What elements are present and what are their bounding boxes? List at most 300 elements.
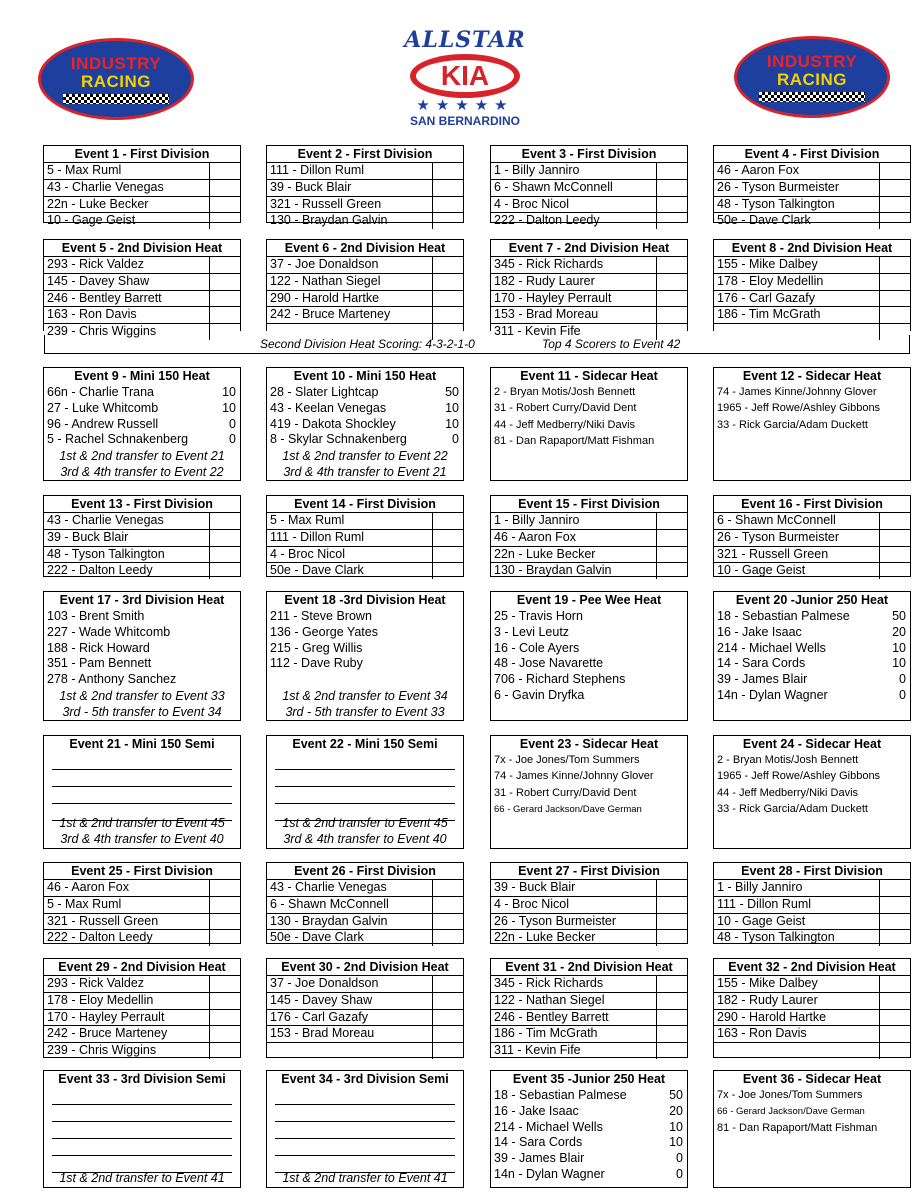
rider-name: 345 - Rick Richards bbox=[494, 257, 604, 271]
transfer-note: 3rd & 4th transfer to Event 22 bbox=[60, 465, 224, 480]
rider-name: 112 - Dave Ruby bbox=[270, 656, 363, 671]
entry-row bbox=[714, 880, 910, 897]
event-title: Event 1 - First Division bbox=[44, 146, 240, 163]
entry-row bbox=[267, 257, 463, 274]
entry-row bbox=[267, 656, 463, 672]
event-title: Event 31 - 2nd Division Heat bbox=[491, 959, 687, 976]
score-cell[interactable] bbox=[879, 1026, 910, 1042]
score-cell[interactable] bbox=[656, 307, 687, 323]
rider-name: 178 - Eloy Medellin bbox=[47, 992, 154, 1007]
rider-name bbox=[267, 672, 270, 686]
score-cell[interactable] bbox=[209, 197, 240, 213]
entry-row bbox=[491, 802, 687, 818]
entry-row bbox=[44, 880, 240, 897]
entry-row bbox=[491, 753, 687, 769]
score-cell[interactable] bbox=[879, 257, 910, 273]
blank-line[interactable] bbox=[275, 770, 455, 787]
rider-name: 43 - Charlie Venegas bbox=[270, 880, 387, 894]
score-cell[interactable] bbox=[432, 1010, 463, 1026]
event-box bbox=[43, 145, 241, 228]
score-cell[interactable] bbox=[432, 257, 463, 273]
rider-name: 293 - Rick Valdez bbox=[47, 257, 145, 271]
score-cell[interactable] bbox=[879, 1010, 910, 1026]
blank-line[interactable] bbox=[275, 753, 455, 770]
rider-name: 33 - Rick Garcia/Adam Duckett bbox=[717, 802, 868, 815]
event-box bbox=[266, 367, 464, 481]
score-cell[interactable] bbox=[879, 530, 910, 546]
entry-row bbox=[714, 1043, 910, 1059]
rider-name: 321 - Russell Green bbox=[47, 913, 159, 928]
score-cell[interactable] bbox=[656, 1026, 687, 1042]
entry-list bbox=[44, 257, 240, 340]
rider-name: 46 - Aaron Fox bbox=[494, 529, 576, 544]
event-box bbox=[43, 367, 241, 481]
score-cell[interactable] bbox=[656, 213, 687, 229]
entry-row bbox=[714, 385, 910, 401]
score-cell[interactable] bbox=[656, 976, 687, 992]
entry-row bbox=[714, 753, 910, 769]
entry-row bbox=[491, 641, 687, 657]
blank-line[interactable] bbox=[52, 1105, 232, 1122]
score-cell[interactable] bbox=[879, 914, 910, 930]
event-title: Event 20 -Junior 250 Heat bbox=[735, 593, 889, 607]
rider-name: 111 - Dillon Ruml bbox=[270, 163, 365, 177]
entry-row bbox=[44, 547, 240, 564]
blank-line[interactable] bbox=[275, 1122, 455, 1139]
blank-lines bbox=[44, 1087, 240, 1173]
entry-row bbox=[491, 418, 687, 434]
entry-row bbox=[491, 769, 687, 785]
score-cell[interactable] bbox=[209, 914, 240, 930]
event-title: Event 7 - 2nd Division Heat bbox=[491, 240, 687, 257]
entry-row bbox=[714, 769, 910, 785]
entry-row bbox=[491, 672, 687, 688]
score-cell[interactable] bbox=[432, 180, 463, 196]
score-cell[interactable] bbox=[879, 1043, 910, 1059]
entry-list bbox=[491, 384, 687, 450]
rider-name: 16 - Jake Isaac bbox=[494, 1103, 579, 1118]
entry-row bbox=[491, 880, 687, 897]
score-cell[interactable] bbox=[879, 307, 910, 323]
score-cell[interactable] bbox=[209, 547, 240, 563]
rider-name: 145 - Davey Shaw bbox=[47, 273, 150, 288]
entry-row bbox=[491, 434, 687, 450]
event-box bbox=[490, 862, 688, 944]
rider-name: 153 - Brad Moreau bbox=[270, 1026, 375, 1041]
entry-row bbox=[714, 802, 910, 818]
score-cell[interactable] bbox=[432, 880, 463, 896]
event-title: Event 30 - 2nd Division Heat bbox=[267, 959, 463, 976]
score-cell[interactable] bbox=[656, 163, 687, 179]
score-cell[interactable] bbox=[432, 547, 463, 563]
entry-row bbox=[714, 418, 910, 434]
points-value: 10 bbox=[892, 656, 906, 671]
event-title: Event 34 - 3rd Division Semi bbox=[281, 1072, 449, 1086]
points-value: 20 bbox=[669, 1103, 683, 1118]
transfer-note: 1st & 2nd transfer to Event 21 bbox=[59, 449, 225, 464]
score-cell[interactable] bbox=[879, 547, 910, 563]
event-box bbox=[43, 1070, 241, 1188]
event-title: Event 29 - 2nd Division Heat bbox=[44, 959, 240, 976]
rider-name: 155 - Mike Dalbey bbox=[717, 976, 818, 990]
score-cell[interactable] bbox=[209, 530, 240, 546]
score-cell[interactable] bbox=[432, 530, 463, 546]
entry-row bbox=[714, 609, 910, 625]
score-cell[interactable] bbox=[432, 163, 463, 179]
rider-name: 26 - Tyson Burmeister bbox=[494, 913, 617, 928]
transfer-note: 1st & 2nd transfer to Event 33 bbox=[59, 688, 225, 703]
entry-row bbox=[491, 930, 687, 946]
score-cell[interactable] bbox=[432, 914, 463, 930]
score-cell[interactable] bbox=[209, 307, 240, 323]
entry-row bbox=[714, 163, 910, 180]
event-title: Event 10 - Mini 150 Heat bbox=[293, 369, 437, 383]
rider-name: 6 - Gavin Dryfka bbox=[494, 687, 585, 702]
score-cell[interactable] bbox=[209, 880, 240, 896]
score-cell[interactable] bbox=[209, 513, 240, 529]
blank-line[interactable] bbox=[52, 753, 232, 770]
entry-row bbox=[491, 1026, 687, 1043]
rider-name: 186 - Tim McGrath bbox=[717, 307, 821, 322]
entry-list bbox=[491, 513, 687, 579]
blank-line[interactable] bbox=[275, 1139, 455, 1156]
logo-right-line2: RACING bbox=[776, 70, 848, 89]
score-cell[interactable] bbox=[656, 547, 687, 563]
event-box bbox=[266, 239, 464, 331]
points-value: 50 bbox=[892, 609, 906, 623]
rider-name: 81 - Dan Rapaport/Matt Fishman bbox=[494, 434, 655, 447]
industry-racing-logo-right bbox=[734, 36, 890, 118]
rider-name: 246 - Bentley Barrett bbox=[47, 290, 162, 305]
rider-name: 48 - Tyson Talkington bbox=[717, 930, 835, 945]
score-cell[interactable] bbox=[209, 1043, 240, 1059]
score-cell[interactable] bbox=[432, 307, 463, 323]
rider-name: 2 - Bryan Motis/Josh Bennett bbox=[494, 386, 636, 398]
entry-row bbox=[491, 1088, 687, 1104]
blank-line[interactable] bbox=[275, 787, 455, 804]
score-cell[interactable] bbox=[656, 180, 687, 196]
score-cell[interactable] bbox=[656, 930, 687, 946]
rider-name: 5 - Max Ruml bbox=[47, 896, 122, 911]
rider-name: 22n - Luke Becker bbox=[47, 196, 149, 211]
score-cell[interactable] bbox=[879, 880, 910, 896]
rider-name: 44 - Jeff Medberry/Niki Davis bbox=[717, 786, 859, 799]
entry-row bbox=[44, 513, 240, 530]
entry-list bbox=[714, 163, 910, 229]
event-box bbox=[43, 958, 241, 1058]
event-title: Event 6 - 2nd Division Heat bbox=[267, 240, 463, 257]
rider-name: 239 - Chris Wiggins bbox=[47, 1043, 157, 1058]
entry-list bbox=[714, 1087, 910, 1137]
entry-row bbox=[44, 274, 240, 291]
score-cell[interactable] bbox=[209, 930, 240, 946]
rider-name: 155 - Mike Dalbey bbox=[717, 257, 818, 271]
event-box bbox=[713, 735, 911, 849]
entry-row bbox=[44, 993, 240, 1010]
entry-row bbox=[714, 307, 910, 324]
rider-name: 39 - James Blair bbox=[494, 1151, 585, 1166]
entry-row bbox=[491, 1120, 687, 1136]
entry-row bbox=[491, 563, 687, 579]
rider-name: 214 - Michael Wells bbox=[717, 640, 826, 655]
entry-row bbox=[714, 1026, 910, 1043]
entry-list bbox=[267, 608, 463, 688]
score-cell[interactable] bbox=[879, 513, 910, 529]
event-title: Event 26 - First Division bbox=[267, 863, 463, 880]
entry-row bbox=[44, 976, 240, 993]
entry-list bbox=[714, 513, 910, 579]
rider-name: 222 - Dalton Leedy bbox=[47, 930, 153, 945]
entry-list bbox=[491, 752, 687, 818]
rider-name: 43 - Charlie Venegas bbox=[47, 513, 164, 527]
rider-name: 130 - Braydan Galvin bbox=[270, 913, 388, 928]
score-cell[interactable] bbox=[656, 197, 687, 213]
score-cell[interactable] bbox=[209, 213, 240, 229]
event-box bbox=[713, 1070, 911, 1188]
score-cell[interactable] bbox=[656, 274, 687, 290]
entry-list bbox=[714, 384, 910, 434]
blank-line[interactable] bbox=[52, 1139, 232, 1156]
entry-row bbox=[714, 257, 910, 274]
score-cell[interactable] bbox=[656, 257, 687, 273]
score-cell[interactable] bbox=[432, 897, 463, 913]
rider-name: 43 - Charlie Venegas bbox=[47, 179, 164, 194]
entry-row bbox=[44, 213, 240, 229]
entry-row bbox=[491, 897, 687, 914]
score-cell[interactable] bbox=[209, 897, 240, 913]
score-cell[interactable] bbox=[879, 897, 910, 913]
entry-row bbox=[714, 274, 910, 291]
entry-row bbox=[267, 385, 463, 401]
entry-row bbox=[44, 291, 240, 308]
entry-row bbox=[267, 213, 463, 229]
entry-row bbox=[44, 641, 240, 657]
points-value: 50 bbox=[445, 385, 459, 399]
score-cell[interactable] bbox=[209, 180, 240, 196]
points-value: 10 bbox=[222, 385, 236, 399]
entry-list bbox=[267, 976, 463, 1059]
event-box bbox=[490, 1070, 688, 1188]
logo-right-line1: INDUSTRY bbox=[766, 52, 858, 71]
score-cell[interactable] bbox=[209, 257, 240, 273]
kia-brand-text: KIA bbox=[440, 60, 490, 91]
rider-name: 4 - Broc Nicol bbox=[494, 196, 570, 211]
score-cell[interactable] bbox=[209, 1010, 240, 1026]
score-cell[interactable] bbox=[656, 1010, 687, 1026]
score-cell[interactable] bbox=[656, 291, 687, 307]
score-cell[interactable] bbox=[432, 513, 463, 529]
score-cell[interactable] bbox=[432, 213, 463, 229]
rider-name: 5 - Max Ruml bbox=[47, 163, 122, 177]
entry-row bbox=[267, 197, 463, 214]
score-cell[interactable] bbox=[879, 213, 910, 229]
notes bbox=[267, 815, 463, 847]
entry-row bbox=[44, 180, 240, 197]
score-cell[interactable] bbox=[879, 993, 910, 1009]
rider-name: 290 - Harold Hartke bbox=[717, 1009, 827, 1024]
blank-line[interactable] bbox=[52, 1122, 232, 1139]
score-cell[interactable] bbox=[656, 563, 687, 579]
event-box bbox=[266, 591, 464, 721]
score-cell[interactable] bbox=[209, 274, 240, 290]
event-title: Event 14 - First Division bbox=[267, 496, 463, 513]
rider-name: 48 - Tyson Talkington bbox=[717, 196, 835, 211]
entry-row bbox=[714, 1010, 910, 1027]
entry-row bbox=[44, 1043, 240, 1059]
score-cell[interactable] bbox=[432, 1043, 463, 1059]
rider-name: 27 - Luke Whitcomb bbox=[47, 400, 159, 415]
checkered-flag-icon bbox=[759, 92, 865, 102]
rider-name: 81 - Dan Rapaport/Matt Fishman bbox=[717, 1121, 878, 1134]
rider-name: 74 - James Kinne/Johnny Glover bbox=[494, 770, 654, 783]
rider-name: 351 - Pam Bennett bbox=[47, 656, 152, 671]
score-cell[interactable] bbox=[879, 930, 910, 946]
rider-name: 103 - Brent Smith bbox=[47, 609, 145, 623]
entry-row bbox=[44, 656, 240, 672]
entry-row bbox=[44, 385, 240, 401]
score-cell[interactable] bbox=[879, 291, 910, 307]
entry-row bbox=[714, 180, 910, 197]
entry-row bbox=[44, 625, 240, 641]
points-value: 0 bbox=[899, 672, 906, 687]
score-cell[interactable] bbox=[432, 993, 463, 1009]
blank-line[interactable] bbox=[52, 770, 232, 787]
event-box bbox=[43, 239, 241, 339]
entry-row bbox=[267, 563, 463, 579]
logo-allstar-text: ALLSTAR bbox=[404, 27, 526, 53]
score-cell[interactable] bbox=[432, 1026, 463, 1042]
rider-name: 26 - Tyson Burmeister bbox=[717, 179, 840, 194]
score-cell[interactable] bbox=[656, 880, 687, 896]
event-title: Event 35 -Junior 250 Heat bbox=[512, 1072, 666, 1086]
score-cell[interactable] bbox=[879, 563, 910, 579]
entry-row bbox=[491, 291, 687, 308]
event-title: Event 15 - First Division bbox=[491, 496, 687, 513]
rider-name: 37 - Joe Donaldson bbox=[270, 976, 379, 990]
score-cell[interactable] bbox=[879, 180, 910, 196]
entry-list bbox=[491, 257, 687, 340]
rider-name: 111 - Dillon Ruml bbox=[270, 529, 365, 544]
entry-list bbox=[491, 976, 687, 1059]
score-cell[interactable] bbox=[432, 197, 463, 213]
blank-lines bbox=[267, 1087, 463, 1173]
event-box bbox=[266, 862, 464, 944]
score-cell[interactable] bbox=[879, 976, 910, 992]
event-box bbox=[43, 495, 241, 577]
entry-row bbox=[491, 547, 687, 564]
score-cell[interactable] bbox=[209, 163, 240, 179]
transfer-note: 3rd - 5th transfer to Event 33 bbox=[285, 704, 445, 719]
blank-line[interactable] bbox=[275, 1088, 455, 1105]
score-cell[interactable] bbox=[656, 897, 687, 913]
score-cell[interactable] bbox=[209, 1026, 240, 1042]
rider-name: 66n - Charlie Trana bbox=[47, 385, 155, 399]
entry-row bbox=[714, 401, 910, 417]
entry-row bbox=[267, 1026, 463, 1043]
rider-name: 145 - Davey Shaw bbox=[270, 992, 373, 1007]
rider-name: 44 - Jeff Medberry/Niki Davis bbox=[494, 418, 636, 431]
entry-row bbox=[44, 672, 240, 688]
score-cell[interactable] bbox=[656, 914, 687, 930]
score-cell[interactable] bbox=[209, 993, 240, 1009]
entry-row bbox=[267, 914, 463, 931]
rider-name: 16 - Cole Ayers bbox=[494, 640, 580, 655]
rider-name: 6 - Shawn McConnell bbox=[717, 513, 836, 527]
score-cell[interactable] bbox=[432, 563, 463, 579]
rider-name: 4 - Broc Nicol bbox=[270, 546, 346, 561]
rider-name: 311 - Kevin Fife bbox=[494, 1043, 581, 1058]
rider-name: 130 - Braydan Galvin bbox=[270, 213, 388, 228]
rider-name: 48 - Tyson Talkington bbox=[47, 546, 165, 561]
entry-row bbox=[44, 1026, 240, 1043]
score-cell[interactable] bbox=[656, 993, 687, 1009]
score-cell[interactable] bbox=[879, 197, 910, 213]
entry-row bbox=[44, 1010, 240, 1027]
entry-row bbox=[44, 417, 240, 433]
checkered-flag-icon bbox=[63, 94, 169, 104]
rider-name: 211 - Steve Brown bbox=[270, 609, 372, 623]
transfer-note: 1st & 2nd transfer to Event 22 bbox=[282, 449, 448, 464]
score-cell[interactable] bbox=[656, 530, 687, 546]
rider-name: 170 - Hayley Perrault bbox=[494, 290, 612, 305]
score-cell[interactable] bbox=[432, 930, 463, 946]
entry-row bbox=[714, 213, 910, 229]
rider-name: 178 - Eloy Medellin bbox=[717, 273, 824, 288]
score-cell[interactable] bbox=[432, 291, 463, 307]
entry-row bbox=[267, 530, 463, 547]
blank-line[interactable] bbox=[52, 1088, 232, 1105]
rider-name: 14 - Sara Cords bbox=[717, 656, 806, 671]
score-cell[interactable] bbox=[879, 274, 910, 290]
score-cell[interactable] bbox=[656, 513, 687, 529]
blank-line[interactable] bbox=[52, 787, 232, 804]
blank-line[interactable] bbox=[275, 1105, 455, 1122]
rider-name: 39 - Buck Blair bbox=[494, 880, 576, 894]
score-cell[interactable] bbox=[879, 163, 910, 179]
entry-list bbox=[267, 384, 463, 448]
entry-row bbox=[267, 1010, 463, 1027]
event-title: Event 28 - First Division bbox=[714, 863, 910, 880]
rider-name: 74 - James Kinne/Johnny Glover bbox=[717, 386, 877, 398]
score-cell[interactable] bbox=[656, 1043, 687, 1059]
entry-row bbox=[491, 1167, 687, 1183]
score-cell[interactable] bbox=[209, 291, 240, 307]
entry-row bbox=[491, 1043, 687, 1059]
entry-row bbox=[267, 307, 463, 324]
score-cell[interactable] bbox=[209, 563, 240, 579]
event-box bbox=[490, 958, 688, 1058]
rider-name: 706 - Richard Stephens bbox=[494, 672, 626, 687]
rider-name: 1965 - Jeff Rowe/Ashley Gibbons bbox=[717, 402, 881, 415]
rider-name: 1965 - Jeff Rowe/Ashley Gibbons bbox=[717, 770, 881, 783]
rider-name: 136 - George Yates bbox=[270, 624, 378, 639]
entry-row bbox=[714, 1104, 910, 1120]
event-box bbox=[490, 145, 688, 228]
score-cell[interactable] bbox=[432, 274, 463, 290]
entry-row bbox=[491, 914, 687, 931]
entry-row bbox=[267, 547, 463, 564]
entry-row bbox=[491, 163, 687, 180]
rider-name: 290 - Harold Hartke bbox=[270, 290, 380, 305]
event-box bbox=[43, 591, 241, 721]
score-cell[interactable] bbox=[209, 976, 240, 992]
entry-row bbox=[491, 197, 687, 214]
notes bbox=[44, 815, 240, 847]
score-cell[interactable] bbox=[432, 976, 463, 992]
points-value: 0 bbox=[676, 1151, 683, 1166]
event-title: Event 4 - First Division bbox=[714, 146, 910, 163]
points-value: 10 bbox=[669, 1119, 683, 1134]
